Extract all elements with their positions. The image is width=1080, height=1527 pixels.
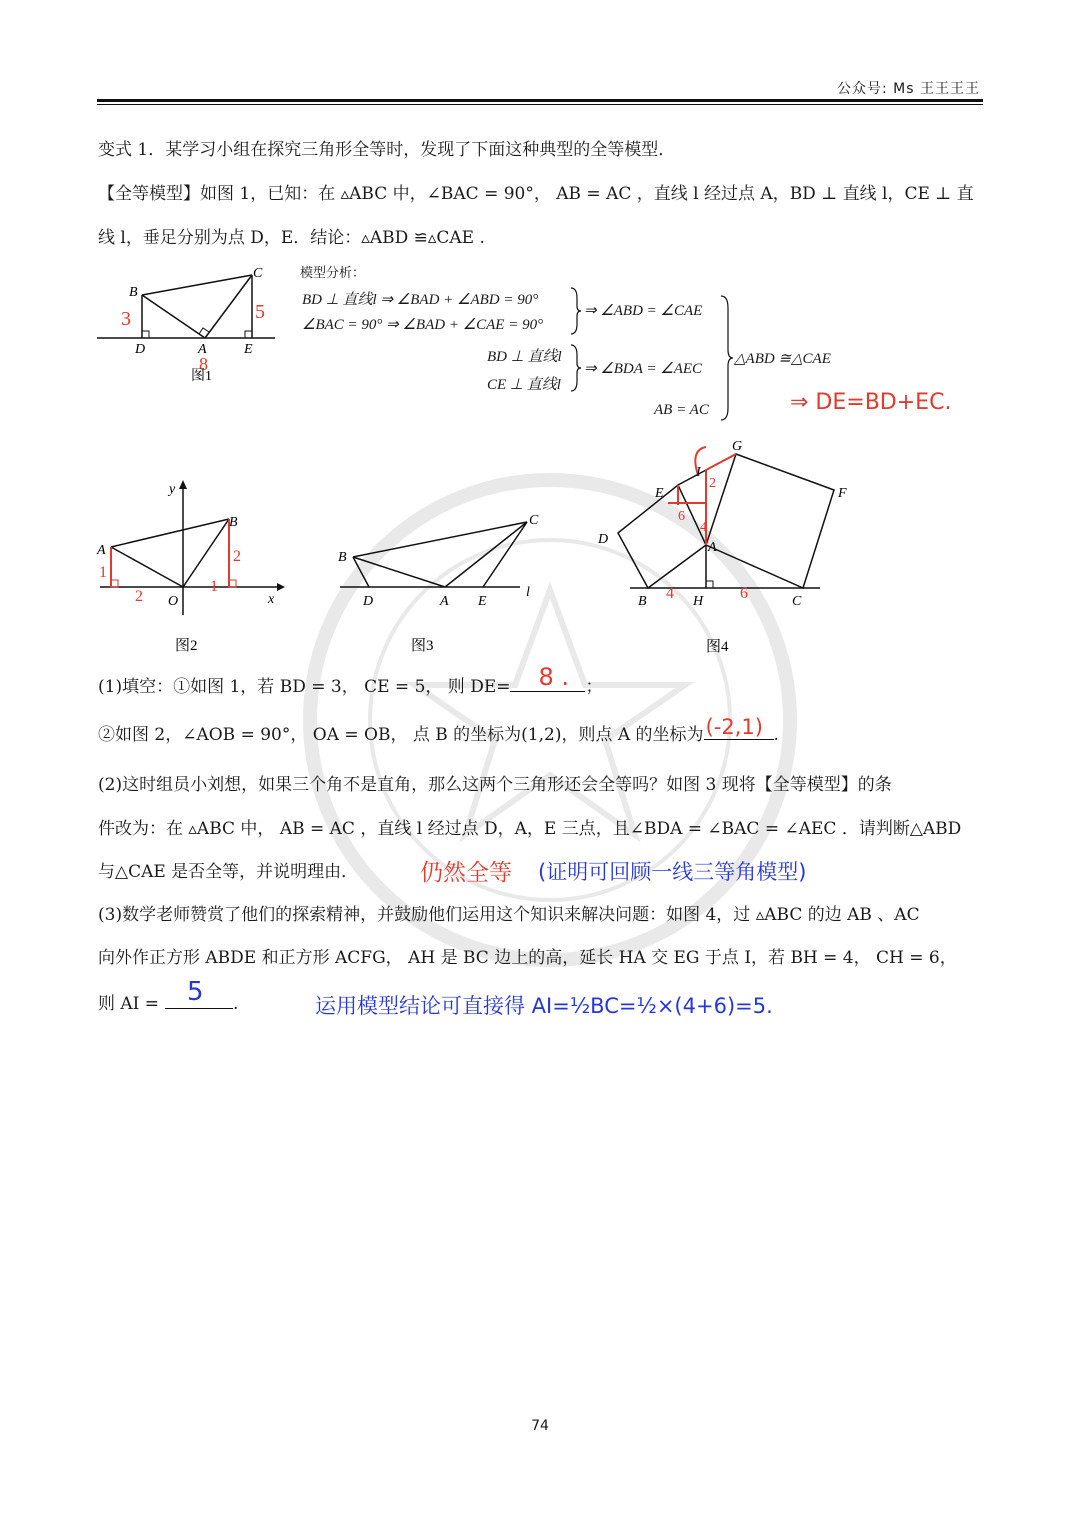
q3-line-2: 向外作正方形 ABDE 和正方形 ACFG， AH 是 BC 边上的高，延长 HA 交 EG 于点 I，若 BH = 4， CH = 6，	[98, 948, 957, 968]
fig4-label-b: B	[638, 594, 647, 609]
fig4-label-i: I	[696, 465, 701, 480]
analysis-title: 模型分析：	[300, 266, 366, 281]
fig2-hw-1a: 1	[99, 564, 107, 581]
q1-a-blank	[510, 663, 585, 692]
fig2-hw-2b: 2	[233, 548, 241, 565]
analysis-row-12: ⇒ ∠ABD = ∠CAE	[584, 303, 703, 319]
fig4-hw-4a: 4	[700, 520, 707, 535]
q1-b-text: ②如图 2，∠AOB = 90°， OA = OB， 点 B 的坐标为(1,2)，则点 A 的坐标为	[98, 725, 704, 745]
header-label: 公众号: Ms 王王王王	[837, 81, 980, 97]
fig2-label-b: B	[229, 515, 238, 530]
analysis-row-4: CE ⊥ 直线l	[487, 377, 561, 393]
analysis-brace-3	[720, 294, 734, 422]
q1-b-end: .	[773, 725, 779, 745]
q1-part-b	[98, 715, 779, 747]
fig4-label-a: A	[708, 540, 717, 555]
analysis-brace-1	[570, 286, 582, 336]
fig4-label-g: G	[732, 439, 743, 454]
analysis-row-1: BD ⊥ 直线l ⇒ ∠BAD + ∠ABD = 90°	[302, 292, 539, 308]
header-rule-thick	[97, 99, 983, 102]
fig4-caption: 图4	[706, 639, 729, 655]
fig1-segment-ca	[205, 275, 252, 338]
fig2-label-a: A	[97, 543, 106, 558]
q3-blank	[165, 977, 233, 1009]
fig1-segment-ba	[142, 295, 205, 338]
fig4-label-c: C	[792, 594, 802, 609]
analysis-brace-2	[570, 343, 582, 393]
q3-answer: 5	[187, 977, 204, 1007]
fig4-hw-4b: 4	[666, 585, 674, 602]
fig4-hw-6a: 6	[678, 509, 685, 524]
model-line-2: 线 l，垂足分别为点 D，E．结论：▵ABD ≌▵CAE .	[98, 228, 485, 248]
q1-b-answer: (-2,1)	[705, 715, 763, 739]
fig4-label-h: H	[693, 594, 704, 609]
page-number: 74	[531, 1418, 549, 1434]
fig3-label-b: B	[338, 550, 347, 565]
q1-a-end: ；	[585, 677, 603, 697]
fig1-label-d: D	[135, 342, 146, 357]
fig2-hw-1b: 1	[210, 578, 218, 595]
fig2-label-o: O	[168, 594, 179, 609]
q3-line-3: 则 AI =	[98, 994, 160, 1014]
analysis-conclusion: △ABD ≅△CAE	[734, 351, 831, 367]
fig1-hw-5: 5	[255, 301, 265, 323]
figure-4	[590, 435, 855, 660]
fig3-label-a: A	[440, 594, 449, 609]
header-rule-thin	[97, 104, 983, 105]
analysis-handwriting: ⇒ DE=BD+EC.	[790, 390, 952, 415]
model-line-1: 【全等模型】如图 1，已知：在 ▵ABC 中，∠BAC = 90°， AB = AC ，直线 l 经过点 A，BD ⊥ 直线 l，CE ⊥ 直	[98, 184, 974, 204]
fig4-label-d: D	[598, 532, 609, 547]
fig4-hw-6b: 6	[740, 585, 748, 602]
fig4-hw-2: 2	[709, 476, 716, 491]
fig2-hw-2a: 2	[135, 588, 143, 605]
fig1-hw-8: 8	[199, 354, 208, 374]
analysis-row-34: ⇒ ∠BDA = ∠AEC	[584, 361, 703, 377]
analysis-row-5: AB = AC	[654, 402, 709, 418]
fig3-label-l: l	[526, 585, 530, 600]
q3-handwriting: 运用模型结论可直接得 AI=½BC=½×(4+6)=5.	[315, 994, 773, 1018]
q3-end: .	[233, 994, 239, 1014]
fig1-caption: 图1	[191, 369, 212, 384]
q2-line-1: (2)这时组员小刘想，如果三个角不是直角，那么这两个三角形还会全等吗？如图 3 现将【全等模型】的条	[98, 775, 892, 795]
figure-3	[335, 505, 550, 660]
figure-1	[95, 258, 280, 388]
q1-part-a	[98, 663, 603, 699]
fig2-label-x: x	[268, 592, 275, 607]
figure-2	[95, 475, 290, 660]
fig3-caption: 图3	[411, 638, 434, 654]
fig1-label-b: B	[129, 285, 138, 300]
q3-line-3-wrap	[98, 977, 239, 1016]
q2-line-2: 件改为：在 ▵ABC 中， AB = AC ，直线 l 经过点 D，A，E 三点，且∠BDA = ∠BAC = ∠AEC ．请判断△ABD	[98, 819, 962, 839]
fig3-label-c: C	[529, 513, 539, 528]
fig4-label-f: F	[838, 486, 847, 501]
q2-handwriting-red: 仍然全等	[420, 860, 512, 886]
fig4-label-e: E	[655, 486, 664, 501]
q1-a-answer: 8 .	[538, 663, 570, 691]
fig1-label-e: E	[244, 342, 253, 357]
fig3-label-e: E	[478, 594, 487, 609]
q2-line-3: 与△CAE 是否全等，并说明理由．	[98, 862, 359, 882]
q2-handwriting-blue: (证明可回顾一线三等角模型)	[538, 860, 807, 884]
analysis-row-3: BD ⊥ 直线l	[487, 349, 562, 365]
q1-a-text: (1)填空：①如图 1，若 BD = 3， CE = 5， 则 DE=	[98, 677, 511, 697]
q3-line-1: (3)数学老师赞赏了他们的探索精神，并鼓励他们运用这个知识来解决问题：如图 4，过 ▵ABC 的边 AB 、AC	[98, 905, 920, 925]
fig2-label-y: y	[169, 482, 176, 497]
q1-b-blank	[704, 715, 774, 740]
intro-text: 变式 1．某学习小组在探究三角形全等时，发现了下面这种典型的全等模型．	[98, 140, 676, 160]
fig2-caption: 图2	[175, 638, 198, 654]
fig3-label-d: D	[363, 594, 374, 609]
fig1-hw-3: 3	[121, 308, 131, 330]
fig1-segment-bc	[142, 275, 252, 295]
fig1-label-c: C	[253, 266, 263, 281]
fig1-label-a: A	[198, 342, 207, 357]
analysis-row-2: ∠BAC = 90° ⇒ ∠BAD + ∠CAE = 90°	[302, 317, 544, 333]
